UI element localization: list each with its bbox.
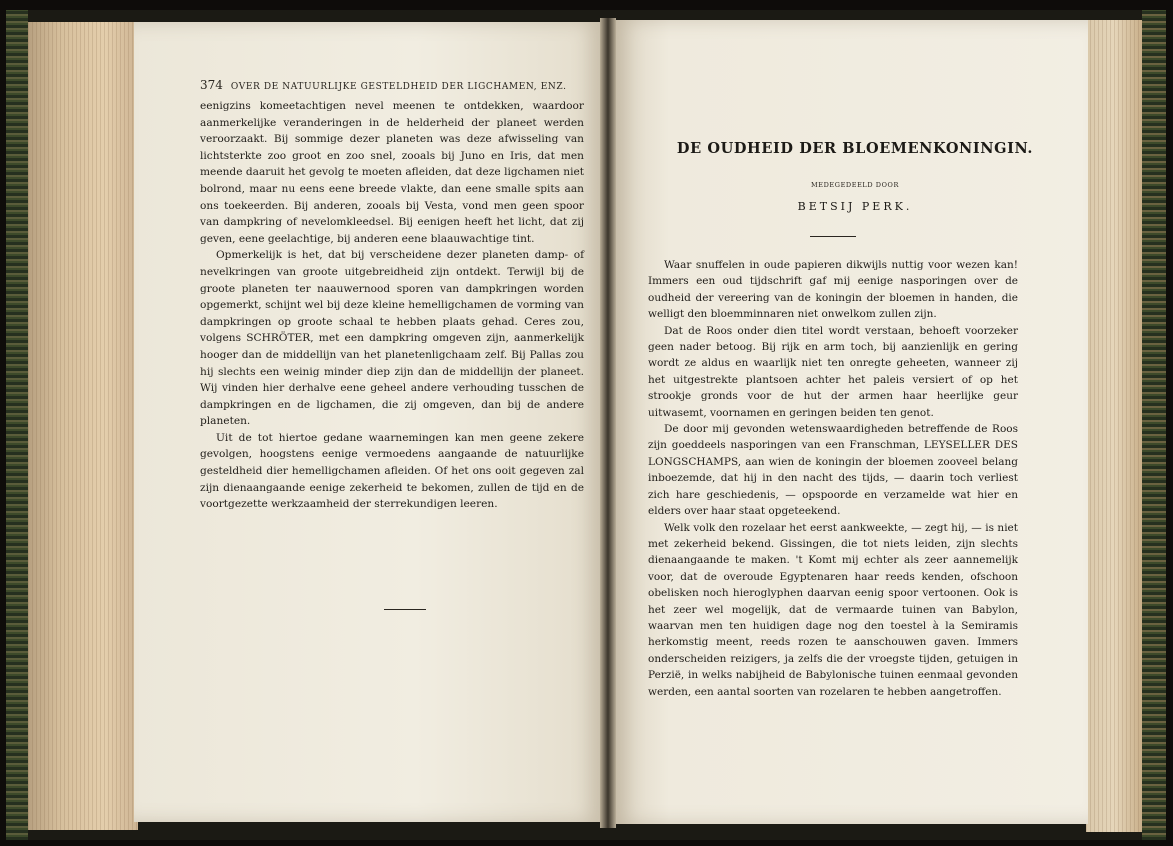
page-edges-left [28,22,138,830]
paragraph: Uit de tot hiertoe gedane waarnemingen kan men geene zekere gevolgen, hoogstens eenige vermoedens aangaande de natuurlijke gesteldheid dier hemelligchamen afleiden. Of het ons ooit gegeven zal zijn dienaangaande eenige zekerheid te bekomen, zullen de tijd en de voortgezette werkzaamheid der sterrekundigen leeren. [200,431,584,511]
cover-edge-left [6,10,28,840]
page-number: 374 [200,78,223,92]
article-author: BETSIJ PERK. [797,200,913,213]
running-head-text: OVER DE NATUURLIJKE GESTELDHEID DER LIGCHAMEN, ENZ. [230,82,567,92]
paragraph: Dat de Roos onder dien titel wordt verstaan, behoeft voorzeker geen nader betoog. Bij rijk en arm toch, bij aanzienlijk en gering wordt ze aldus en waarlijk niet ten onregte geheeten, wanneer zij het uitgestrekte plantsoen achter het paleis versiert of op het strookje gronds voor de hut der armen haar heerlijke geur uitwasemt, voornamen en geringen beiden ten genot. [648,324,1018,419]
end-rule [384,609,426,610]
right-page-body [648,257,1018,700]
paragraph: De door mij gevonden wetenswaardigheden betreffende de Roos zijn goeddeels nasporingen van een Franschman, LEYSELLER DES LONGSCHAMPS, aan wien de koningin der bloemen zooveel belang inboezemde, dat hij in den nacht des tijds, — daarin toch verliest zich hare geschiedenis, — opspoorde en verzamelde wat hier en elders over haar staat opgeteekend. [648,423,1018,518]
paragraph: Waar snuffelen in oude papieren dikwijls nuttig voor wezen kan! Immers een oud tijdschrift gaf mij eenige nasporingen over de oudheid der vereering van de koningin der bloemen in handen, die welligt den bloemminnaren niet onwelkom zullen zijn. [648,259,1018,321]
running-head [200,78,580,92]
article-title: DE OUDHEID DER BLOEMENKONINGIN. [676,140,1034,157]
book-gutter [600,18,616,828]
cover-edge-right [1142,10,1166,840]
paragraph: Opmerkelijk is het, dat bij verscheidene dezer planeten damp- of nevelkringen van groote uitgebreidheid zijn ontdekt. Terwijl bij de groote planeten ter naauwernood sporen van dampkringen worden opgemerkt, schijnt wel bij deze kleine hemelligchamen de vorming van dampkringen op groote schaal te hebben plaats gehad. Ceres zou, volgens SCHRÖTER, met een dampkring omgeven zijn, aanmerkelijk hooger dan de middellijn van het planetenligchaam zelf. Bij Pallas zou hij slechts een weinig minder diep zijn dan de middellijn der planeet. Wij vinden hier derhalve eene geheel andere verhouding tusschen de dampkringen en de ligchamen, die zij omgeven, dan bij de andere planeten. [200,249,584,428]
title-rule [810,236,856,237]
article-subtitle: MEDEGEDEELD DOOR [811,181,899,189]
paragraph: Welk volk den rozelaar het eerst aankweekte, — zegt hij, — is niet met zekerheid bekend. Gissingen, die tot niets leiden, zijn slechts dienaangaande te maken. 't Komt mij echter als zeer aannemelijk voor, dat de overoude Egyptenaren haar reeds kenden, ofschoon obelisken noch hieroglyphen daarvan eenig spoor vertoonen. Ook is het zeer wel mogelijk, dat de vermaarde tuinen van Babylon, waarvan men ten huidigen dage nog den toestel à la Semiramis herkomstig meent, reeds rozen te aanschouwen gaven. Immers onderscheiden reizigers, ja zelfs die der vroegste tijden, getuigen in Perzië, in welks nabijheid de Babylonische tuinen eenmaal gevonden werden, een aantal soorten van rozelaren te hebben aangetroffen. [648,521,1018,698]
paragraph: eenigzins komeetachtigen nevel meenen te ontdekken, waardoor aanmerkelijke veranderingen in de helderheid der planeet werden veroorzaakt. Bij sommige dezer planeten was deze afwisseling van lichtsterkte zoo groot en zoo snel, zooals bij Juno en Iris, dat men meende daaruit het gevolg te moeten afleiden, dat deze ligchamen niet bolrond, maar nu eens eene breede vlakte, dan eene smalle spits aan ons toekeerden. Bij anderen, zooals bij Vesta, vond men geen spoor van dampkring of nevelomkleedsel. Bij eenigen heeft het licht, dat zij geven, eene geelachtige, bij anderen eene blaauwachtige tint. [200,100,584,245]
page-edges-right [1086,20,1142,832]
left-page-body [200,98,584,513]
